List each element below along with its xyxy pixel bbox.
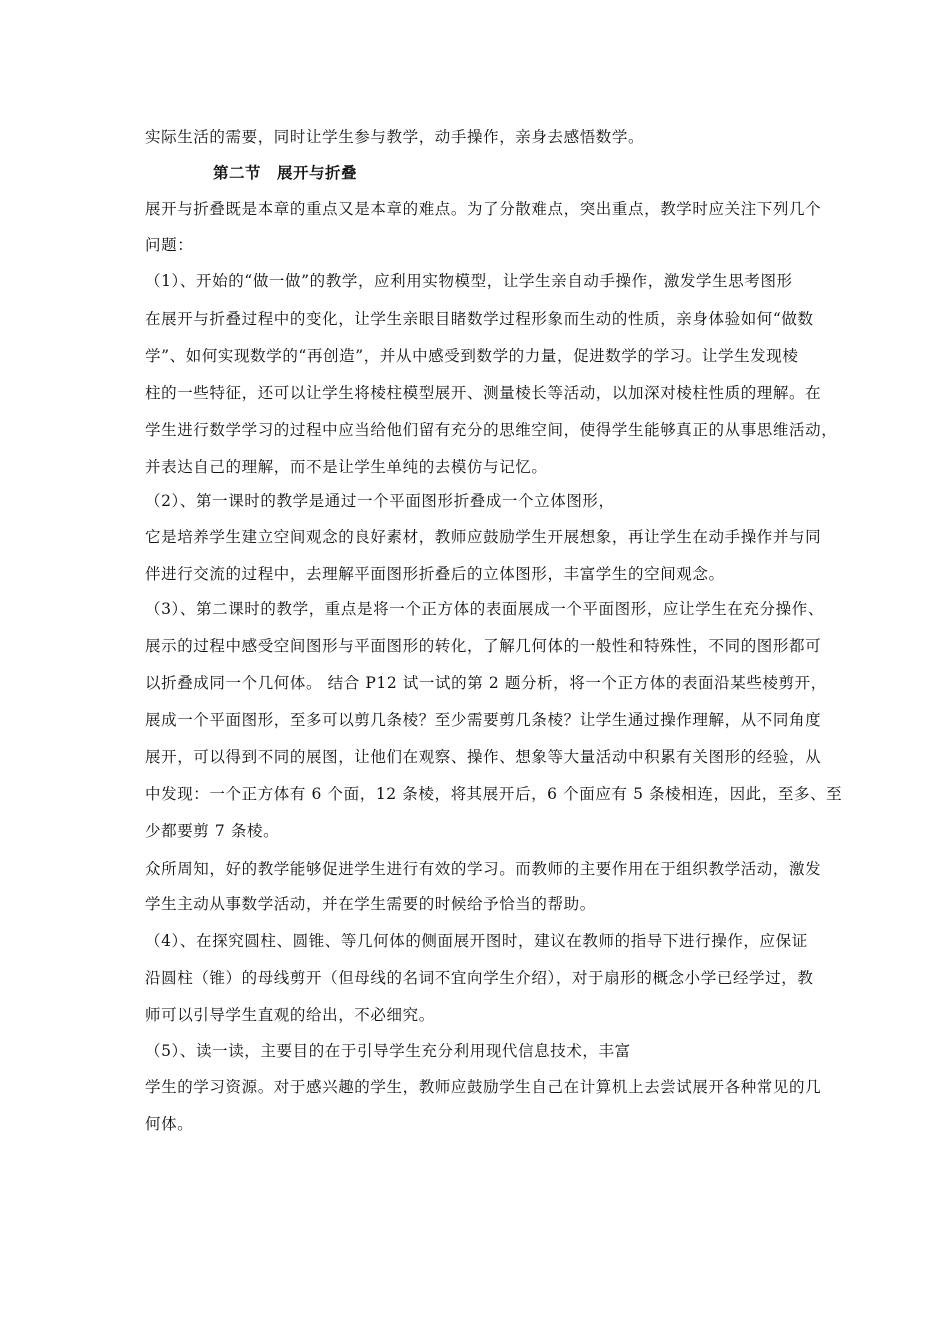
paragraph-line: 学”、如何实现数学的“再创造”，并从中感受到数学的力量，促进数学的学习。让学生发现棱 — [145, 347, 799, 365]
paragraph-line: 展示的过程中感受空间图形与平面图形的转化，了解几何体的一般性和特殊性，不同的图形都可 — [145, 637, 822, 655]
list-item-2-line: （2）、第一课时的教学是通过一个平面图形折叠成一个立体图形， — [145, 492, 615, 510]
paragraph-line: 在展开与折叠过程中的变化，让学生亲眼目睹数学过程形象而生动的性质，亲身体验如何“做数 — [145, 310, 814, 328]
paragraph-line: 展成一个平面图形，至多可以剪几条棱？至少需要剪几条棱？让学生通过操作理解，从不同角度 — [145, 711, 822, 729]
paragraph-line: 师可以引导学生直观的给出，不必细究。 — [145, 1006, 435, 1024]
paragraph-line: 展开，可以得到不同的展图，让他们在观察、操作、想象等大量活动中积累有关图形的经验，从 — [145, 748, 822, 766]
paragraph-line: 它是培养学生建立空间观念的良好素材，教师应鼓励学生开展想象，再让学生在动手操作并与同 — [145, 528, 822, 546]
list-item-1-line: （1）、开始的“做一做”的教学，应利用实物模型，让学生亲自动手操作，激发学生思考图形 — [145, 272, 793, 290]
paragraph-line: 伴进行交流的过程中，去理解平面图形折叠后的立体图形，丰富学生的空间观念。 — [145, 565, 725, 583]
paragraph-line: 实际生活的需要，同时让学生参与教学，动手操作，亲身去感悟数学。 — [145, 128, 645, 146]
paragraph-line: 学生主动从事数学活动，并在学生需要的时候给予恰当的帮助。 — [145, 895, 596, 913]
paragraph-line: 问题： — [145, 236, 194, 254]
paragraph-line: 学生进行数学学习的过程中应当给他们留有充分的思维空间，使得学生能够真正的从事思维活动， — [145, 421, 838, 439]
paragraph-line: 众所周知，好的教学能够促进学生进行有效的学习。而教师的主要作用在于组织教学活动，激发 — [145, 860, 822, 878]
paragraph-line: 少都要剪 7 条棱。 — [145, 822, 280, 840]
paragraph-line: 何体。 — [145, 1115, 194, 1133]
paragraph-line: 以折叠成同一个几何体。 结合 P12 试一试的第 2 题分析，将一个正方体的表面沿某些棱剪开， — [145, 674, 827, 692]
list-item-5-line: （5）、读一读，主要目的在于引导学生充分利用现代信息技术，丰富 — [145, 1042, 631, 1060]
paragraph-line: 中发现：一个正方体有 6 个面，12 条棱，将其展开后，6 个面应有 5 条棱相连，因此，至多、至 — [145, 785, 843, 803]
paragraph-line: 并表达自己的理解，而不是让学生单纯的去模仿与记忆。 — [145, 458, 548, 476]
section-heading: 第二节 展开与折叠 — [213, 163, 358, 182]
paragraph-line: 柱的一些特征，还可以让学生将棱柱模型展开、测量棱长等活动，以加深对棱柱性质的理解。在 — [145, 384, 822, 402]
paragraph-line: 沿圆柱（锥）的母线剪开（但母线的名词不宜向学生介绍），对于扇形的概念小学已经学过，教 — [145, 969, 814, 987]
list-item-3-line: （3）、第二课时的教学，重点是将一个正方体的表面展成一个平面图形，应让学生在充分操作、 — [145, 600, 824, 618]
paragraph-line: 展开与折叠既是本章的重点又是本章的难点。为了分散难点，突出重点，教学时应关注下列几个 — [145, 200, 822, 218]
list-item-4-line: （4）、在探究圆柱、圆锥、等几何体的侧面展开图时，建议在教师的指导下进行操作，应保证 — [145, 932, 808, 950]
paragraph-line: 学生的学习资源。对于感兴趣的学生，教师应鼓励学生自己在计算机上去尝试展开各种常见的几 — [145, 1078, 822, 1096]
